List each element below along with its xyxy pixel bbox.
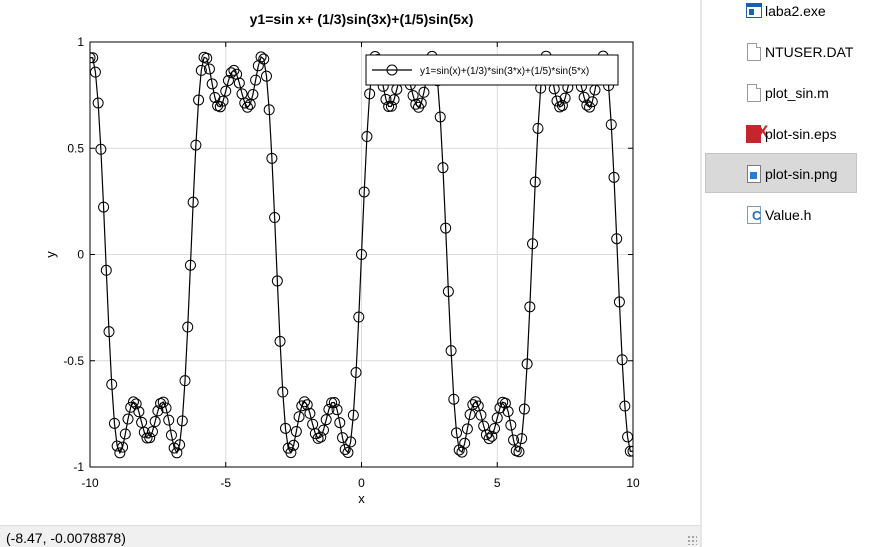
x-tick-label: 0 (358, 476, 365, 490)
y-axis-label: y (43, 251, 58, 258)
file-name: plot-sin.eps (765, 126, 837, 142)
file-item-value-h[interactable] (705, 196, 857, 232)
status-bar (0, 525, 700, 547)
eps-icon: X (746, 125, 763, 144)
cursor-coordinates: (-8.47, -0.0078878) (6, 530, 126, 546)
file-name: plot_sin.m (765, 85, 829, 101)
file-item-plot-sin-eps[interactable] (705, 115, 857, 151)
x-tick-label: -10 (81, 476, 99, 490)
y-tick-label: 0 (77, 247, 84, 262)
file-name: plot-sin.png (765, 166, 838, 182)
file-item-plot-sin-png[interactable] (705, 153, 857, 193)
file-name: Value.h (765, 207, 812, 223)
c-header-icon: C (746, 206, 763, 225)
y-tick-label: 1 (77, 35, 84, 49)
legend-label: y1=sin(x)+(1/3)*sin(3*x)+(1/5)*sin(5*x) (420, 66, 590, 77)
legend (366, 55, 618, 85)
y-tick-label: 0.5 (67, 141, 84, 156)
resize-grip-icon[interactable] (687, 535, 697, 545)
x-tick-label: -5 (220, 476, 232, 490)
x-axis-label: x (358, 491, 365, 506)
plot-title: y1=sin x+ (1/3)sin(3x)+(1/5)sin(5x) (249, 11, 474, 27)
file-item-ntuser-dat[interactable] (705, 33, 857, 69)
file-name: NTUSER.DAT (765, 44, 854, 60)
document-icon (746, 43, 763, 62)
file-list-pane (702, 0, 877, 547)
x-tick-label: 5 (493, 476, 501, 490)
png-image-icon (746, 165, 763, 184)
y-tick-label: -0.5 (63, 353, 84, 368)
x-tick-label: 10 (626, 476, 640, 490)
exe-icon (746, 2, 763, 21)
file-item-plot-sin-m[interactable] (705, 74, 857, 110)
document-icon (746, 84, 763, 103)
file-item-laba2-exe[interactable] (705, 0, 857, 28)
file-name: laba2.exe (765, 3, 826, 19)
y-tick-label: -1 (73, 460, 84, 474)
